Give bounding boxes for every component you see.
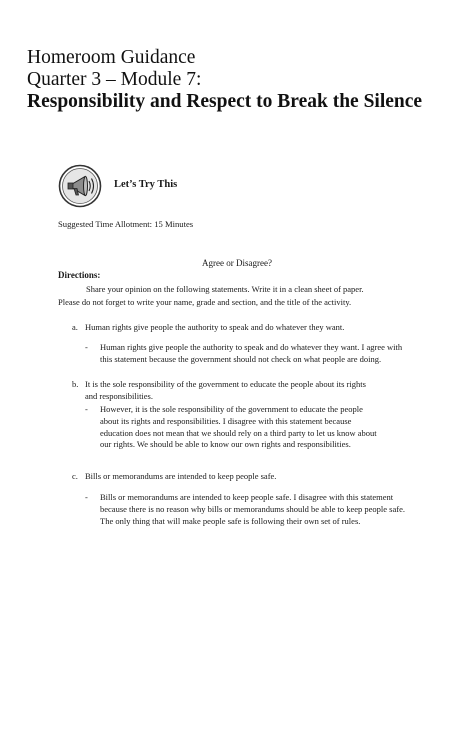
answer-body <box>100 492 460 527</box>
answer-line: our rights. We should be able to know our own rights and responsibilities. <box>100 439 351 450</box>
answer-body <box>100 342 460 366</box>
answer-line: Human rights give people the authority to speak and do whatever they want. I agree with <box>100 342 403 352</box>
megaphone-icon <box>58 164 102 208</box>
time-allotment: Suggested Time Allotment: 15 Minutes <box>58 219 194 229</box>
directions-label: Directions: <box>58 270 101 280</box>
module-title-block <box>27 47 467 113</box>
answer-a <box>85 342 465 368</box>
answer-body <box>100 404 460 451</box>
item-marker: a. <box>72 322 78 332</box>
answer-line: However, it is the sole responsibility of the government to educate the people <box>100 404 363 414</box>
title-subject: Homeroom Guidance <box>27 47 196 68</box>
answer-b <box>85 404 465 454</box>
statement-line: Human rights give people the authority to speak and do whatever they want. <box>85 322 345 332</box>
statement-line: It is the sole responsibility of the government to educate the people about its rights <box>85 379 366 389</box>
directions-line: Please do not forget to write your name, grade and section, and the title of the activity. <box>58 296 352 307</box>
title-module-name: Responsibility and Respect to Break the Silence <box>27 91 423 112</box>
directions-text <box>58 283 428 308</box>
section-heading: Agree or Disagree? <box>202 258 272 268</box>
answer-c <box>85 492 465 530</box>
statement-line: Bills or memorandums are intended to keep people safe. <box>85 471 277 481</box>
answer-line: because there is no reason why bills or memorandums should be able to keep people safe. <box>100 503 405 514</box>
answer-dash: - <box>85 342 88 352</box>
activity-header <box>58 162 177 210</box>
title-quarter-module: Quarter 3 – Module 7: <box>27 69 202 90</box>
answer-line: Bills or memorandums are intended to keep people safe. I disagree with this statement <box>100 492 394 502</box>
item-marker: b. <box>72 379 79 389</box>
item-marker: c. <box>72 471 78 481</box>
item-statement <box>85 379 366 403</box>
answer-line: about its rights and responsibilities. I disagree with this statement because <box>100 415 352 426</box>
activity-title: Let’s Try This <box>114 178 178 190</box>
answer-dash: - <box>85 404 88 414</box>
directions-line: Share your opinion on the following statements. Write it in a clean sheet of paper. <box>86 284 364 294</box>
answer-line: this statement because the government should not check on what people are doing. <box>100 353 382 364</box>
answer-dash: - <box>85 492 88 502</box>
statement-line: and responsibilities. <box>85 390 153 401</box>
answer-line: education does not mean that we should rely on a third party to let us know about <box>100 427 377 438</box>
item-statement <box>85 322 344 334</box>
item-statement <box>85 471 276 483</box>
answer-line: The only thing that will make people safe is following their own set of rules. <box>100 515 361 526</box>
